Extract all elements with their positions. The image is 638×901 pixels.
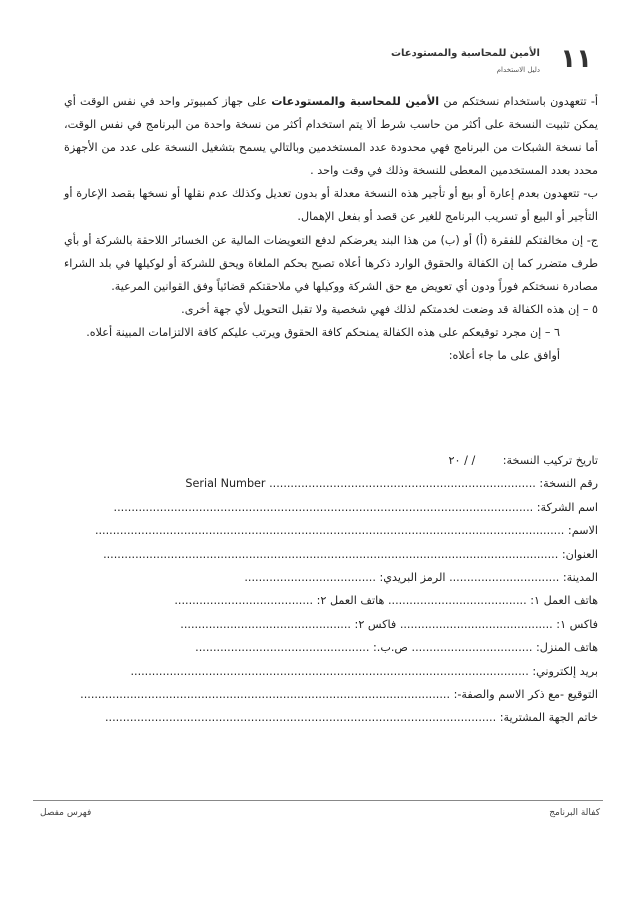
- signature-field[interactable]: ........................................................................................................: [80, 687, 450, 701]
- stamp-label: خاتم الجهة المشترية:: [499, 711, 598, 725]
- home-phone-row: [16, 636, 598, 659]
- postal-code-field[interactable]: .....................................: [244, 570, 376, 584]
- clause-a-intro: أ- تتعهدون باستخدام نسختكم من: [443, 95, 598, 108]
- fax-2-label: فاكس ٢:: [354, 617, 397, 631]
- email-row: [16, 660, 598, 683]
- copy-number-row: [16, 472, 598, 495]
- page-header: [40, 38, 600, 88]
- clause-b: ب- تتعهدون بعدم إعارة أو بيع أو تأجير هذه النسخة معدلة أو بدون تعديل وكذلك عدم نقلها أو نسخها بقصد الإعارة أو التأجير أو البيع أو تسريب البرنامج للغير عن قصد أو بفعل الإهمال.: [64, 187, 598, 224]
- company-label: اسم الشركة:: [536, 500, 598, 514]
- work-phone-row: [16, 589, 598, 612]
- stamp-field[interactable]: ..............................................................................................................: [104, 711, 497, 725]
- stamp-row: [16, 706, 598, 729]
- serial-number-label: Serial Number: [185, 477, 266, 491]
- po-box-field[interactable]: .................................................: [195, 641, 370, 655]
- city-field[interactable]: ...............................: [449, 570, 560, 584]
- terms-body: [64, 90, 598, 367]
- home-phone-label: هاتف المنزل:: [536, 641, 598, 655]
- agree-statement: أوافق على ما جاء أعلاه:: [448, 349, 560, 363]
- footer-index-link[interactable]: فهرس مفصل: [40, 808, 92, 818]
- city-label: المدينة:: [562, 570, 598, 584]
- work-phone-2-field[interactable]: .......................................: [174, 594, 314, 608]
- product-name: الأمين للمحاسبة والمستودعات: [271, 95, 440, 108]
- po-box-label: ص.ب.:: [373, 641, 408, 655]
- address-field[interactable]: ................................................................................................................................: [103, 547, 559, 561]
- clause-six: ٦ – إن مجرد توقيعكم على هذه الكفالة يمنحكم كافة الحقوق ويرتب عليكم كافة الالتزامات المبينة أعلاه.: [86, 325, 560, 339]
- page-number: ١١: [560, 44, 592, 74]
- work-phone-1-label: هاتف العمل ١:: [530, 594, 598, 608]
- home-phone-field[interactable]: ..................................: [411, 641, 533, 655]
- email-label: بريد إلكتروني:: [532, 664, 598, 678]
- footer-section-title: كفالة البرنامج: [549, 808, 600, 818]
- install-date-row: [16, 449, 598, 472]
- work-phone-2-label: هاتف العمل ٢:: [316, 594, 385, 608]
- clause-c: ج- إن مخالفتكم للفقرة (أ) أو (ب) من هذا البند يعرضكم لدفع التعويضات المالية عن الخسائر اللاحقة بالشركة أو بأي طرف متضرر كما إن الكفالة والحقوق الوارد ذكرها أعلاه تصبح بحكم الملغاة ويحق للشركة أو لوكيلها في بلد الشراء مصادرة نسختكم فوراً ودون أي تعويض مع حق الشركة ووكيلها في ملاحقتكم قضائياً وفق القوانين المرعية.: [64, 233, 598, 293]
- address-row: [16, 543, 598, 566]
- clause-a-rest: على جهاز كمبيوتر واحد في نفس الوقت أي يمكن تثبيت النسخة على أكثر من حاسب شرط ألا يتم استخدام أكثر من نسخة واحدة من البرنامج في نفس الوقت، أما نسخة الشبكات من البرنامج فهي محدودة عدد المستخدمين وبالتالي يسمح بتشغيل النسخة على عدد من الأجهزة محدد بعدد المستخدمين المعطى للنسخة وذلك في وقت واحد .: [64, 95, 598, 178]
- clause-a: [64, 90, 598, 182]
- fax-1-label: فاكس ١:: [556, 617, 598, 631]
- header-title: الأمين للمحاسبة والمستودعات: [391, 48, 540, 59]
- footer-divider: [33, 800, 603, 801]
- postal-code-label: الرمز البريدي:: [379, 570, 446, 584]
- name-label: الاسم:: [567, 524, 598, 538]
- company-field[interactable]: ......................................................................................................................: [113, 500, 534, 514]
- name-field[interactable]: ....................................................................................................................................: [94, 524, 565, 538]
- company-row: [16, 496, 598, 519]
- email-field[interactable]: ................................................................................................................: [130, 664, 529, 678]
- copy-number-label: رقم النسخة:: [539, 477, 598, 491]
- copy-number-field[interactable]: ...........................................................................: [269, 477, 536, 491]
- signature-row: [16, 683, 598, 706]
- name-row: [16, 519, 598, 542]
- install-date-label: تاريخ تركيب النسخة:: [502, 454, 598, 467]
- work-phone-1-field[interactable]: .......................................: [387, 594, 527, 608]
- clause-five: ٥ – إن هذه الكفالة قد وضعت لخدمتكم لذلك فهي شخصية ولا تقبل التحويل لأي جهة أخرى.: [181, 302, 598, 316]
- registration-form: [16, 449, 598, 730]
- fax-row: [16, 613, 598, 636]
- address-label: العنوان:: [561, 547, 598, 561]
- install-date-value[interactable]: / / ٢٠: [448, 454, 476, 467]
- signature-label: التوقيع -مع ذكر الاسم والصفة-:: [453, 687, 598, 701]
- city-row: [16, 566, 598, 589]
- header-subtitle: دليل الاستخدام: [496, 66, 540, 74]
- fax-2-field[interactable]: ................................................: [180, 617, 351, 631]
- fax-1-field[interactable]: ...........................................: [399, 617, 553, 631]
